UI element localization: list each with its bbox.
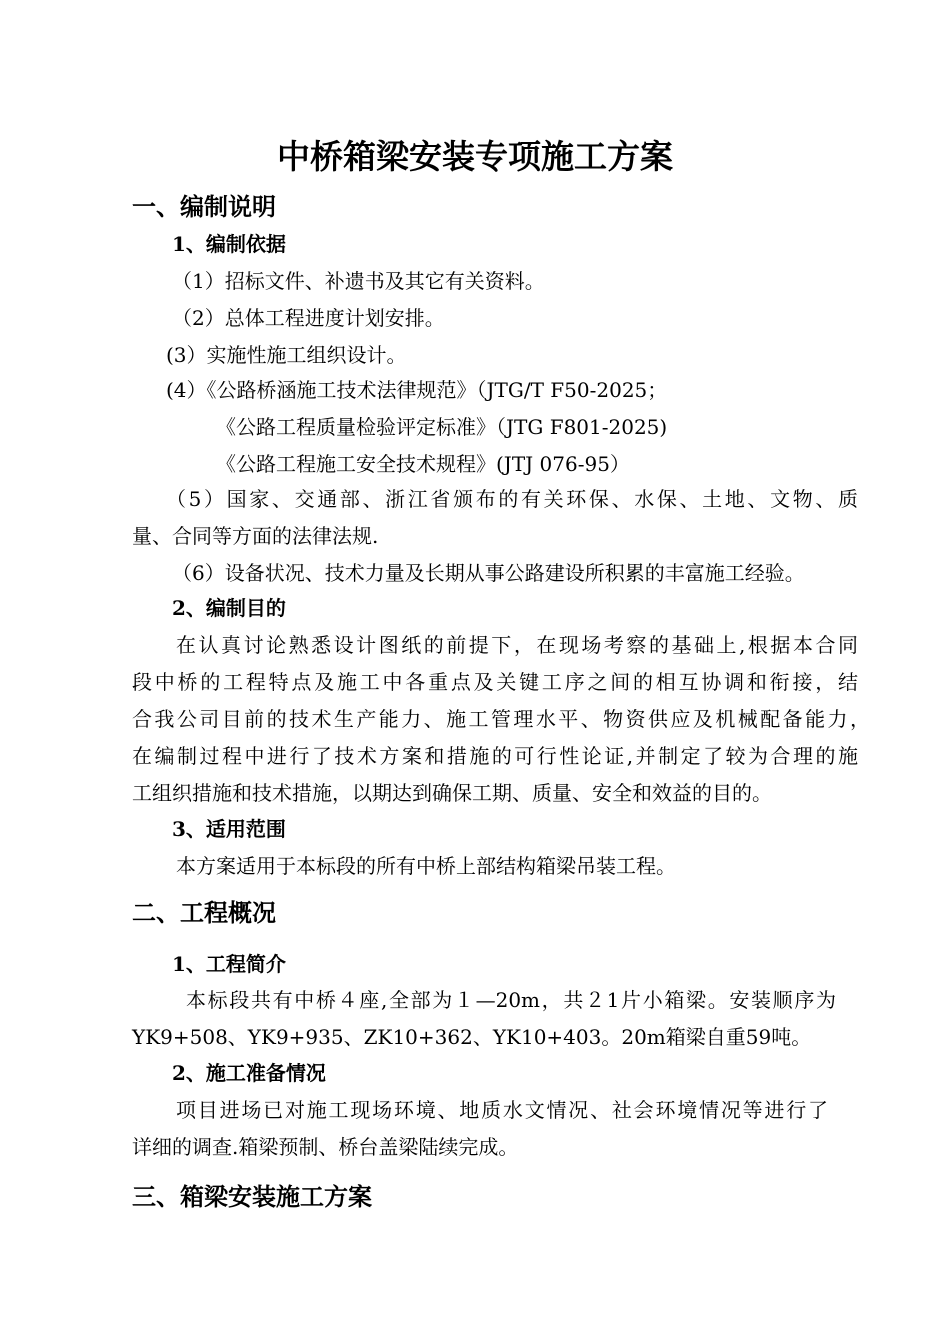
intro-line-1: 本标段共有中桥４座,全部为１—20m，共２1片小箱梁。安装顺序为 [186,988,836,1012]
purpose-line-5: 工组织措施和技术措施，以期达到确保工期、质量、安全和效益的目的。 [132,781,772,805]
subheading-purpose: 2、编制目的 [172,596,286,620]
section-heading-preparation: 一、编制说明 [132,192,276,221]
basis-item-1: （1）招标文件、补遗书及其它有关资料。 [172,269,545,293]
purpose-line-3: 合我公司目前的技术生产能力、施工管理水平、物资供应及机械配备能力， [132,707,870,731]
subheading-scope: 3、适用范围 [172,817,286,841]
preparation-line-1: 项目进场已对施工现场环境、地质水文情况、社会环境情况等进行了 [176,1098,828,1122]
basis-item-2: （2）总体工程进度计划安排。 [172,306,445,330]
intro-line-2: YK9+508、YK9+935、ZK10+362、YK10+403。20m箱梁自重59吨。 [132,1025,812,1049]
subheading-basis: 1、编制依据 [172,232,286,256]
document-title: 中桥箱梁安装专项施工方案 [277,137,673,176]
basis-item-4-standard-3: 《公路工程施工安全技术规程》(JTJ 076-95） [216,452,630,476]
subheading-preparation-status: 2、施工准备情况 [172,1061,326,1085]
section-heading-installation-plan: 三、箱梁安装施工方案 [132,1182,372,1211]
basis-item-3: (3）实施性施工组织设计。 [166,343,407,367]
basis-item-5-line-1: （5）国家、交通部、浙江省颁布的有关环保、水保、土地、文物、质 [166,487,858,511]
basis-item-5-line-2: 量、合同等方面的法律法规. [132,524,379,548]
scope-text: 本方案适用于本标段的所有中桥上部结构箱梁吊装工程。 [176,854,676,878]
subheading-project-intro: 1、工程简介 [172,952,286,976]
section-heading-overview: 二、工程概况 [132,898,276,927]
basis-item-4: (4）《公路桥涵施工技术法律规范》（JTG/T F50-2025； [166,378,668,402]
preparation-line-2: 详细的调查.箱梁预制、桥台盖梁陆续完成。 [132,1135,519,1159]
purpose-line-4: 在编制过程中进行了技术方案和措施的可行性论证,并制定了较为合理的施 [132,744,858,768]
basis-item-6: （6）设备状况、技术力量及长期从事公路建设所积累的丰富施工经验。 [172,561,805,585]
purpose-line-2: 段中桥的工程特点及施工中各重点及关键工序之间的相互协调和衔接，结 [132,670,858,694]
purpose-line-1: 在认真讨论熟悉设计图纸的前提下，在现场考察的基础上,根据本合同 [176,633,858,657]
basis-item-4-standard-2: 《公路工程质量检验评定标准》（JTG F801-2025) [216,415,668,439]
